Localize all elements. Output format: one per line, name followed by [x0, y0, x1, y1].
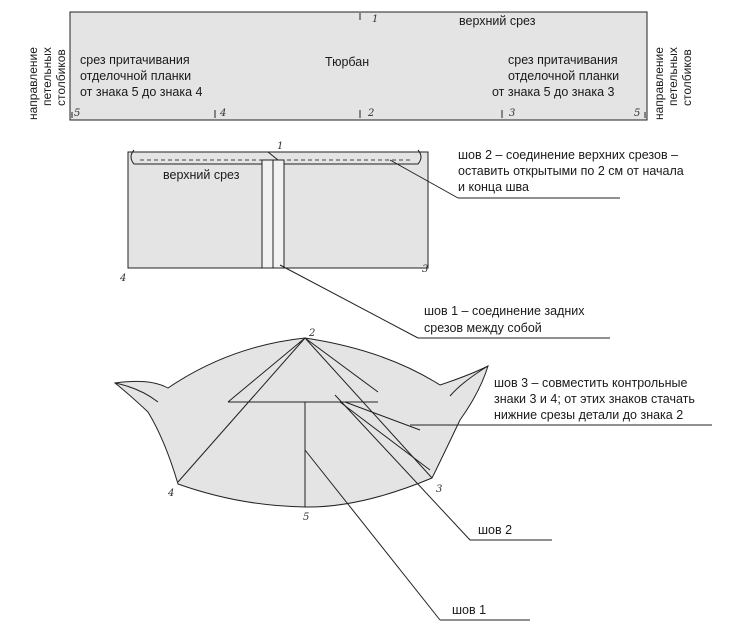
mark-1-top: 1: [372, 14, 379, 25]
callout-seam2-bottom: шов 2: [478, 523, 513, 537]
mid-mark-3: 3: [422, 264, 429, 275]
callout-seam3-1: шов 3 – совместить контрольные: [494, 376, 688, 390]
side-left-1: направление: [26, 47, 40, 120]
mark-5-left: 5: [74, 108, 81, 119]
bottom-mark-4: 4: [168, 488, 175, 499]
side-left-2: петельных: [40, 47, 54, 106]
left-edge-label-3: от знака 5 до знака 4: [80, 85, 203, 99]
right-edge-label-2: отделочной планки: [508, 69, 620, 83]
mid-mark-1: 1: [277, 141, 284, 152]
folded-piece: [119, 141, 428, 284]
callout-seam2-top-2: оставить открытыми по 2 см от начала: [458, 164, 684, 178]
mark-2: 2: [368, 108, 375, 119]
right-edge-label-3: от знака 5 до знака 3: [492, 85, 615, 99]
bottom-mark-2: 2: [309, 328, 316, 339]
top-edge-label: верхний срез: [459, 14, 536, 28]
turban-outline: [115, 338, 488, 507]
bottom-mark-5: 5: [303, 512, 310, 523]
callout-seam1-top-1: шов 1 – соединение задних: [424, 304, 585, 318]
flat-pattern-piece: [26, 12, 694, 120]
side-left-3: столбиков: [54, 49, 68, 106]
callout-seam1-bottom: шов 1: [452, 603, 487, 617]
bottom-mark-3: 3: [436, 484, 443, 495]
callout-seam1-top-2: срезов между собой: [424, 321, 542, 335]
side-right-2: петельных: [666, 47, 680, 106]
mid-top-edge-label: верхний срез: [163, 168, 240, 182]
mid-mark-4: 4: [120, 273, 127, 284]
mark-4: 4: [220, 108, 227, 119]
leader-seam1-top: [280, 265, 418, 338]
right-edge-label-1: срез притачивания: [508, 53, 618, 67]
left-edge-label-2: отделочной планки: [80, 69, 192, 83]
piece-name-label: Тюрбан: [325, 55, 370, 69]
callout-seam2-top-1: шов 2 – соединение верхних срезов –: [458, 148, 679, 162]
callout-seam3-2: знаки 3 и 4; от этих знаков стачать: [494, 392, 695, 406]
side-right-3: столбиков: [680, 49, 694, 106]
callout-seam3-3: нижние срезы детали до знака 2: [494, 408, 684, 422]
callout-seam2-top-3: и конца шва: [458, 180, 529, 194]
mark-3: 3: [509, 108, 516, 119]
side-right-1: направление: [652, 47, 666, 120]
left-edge-label-1: срез притачивания: [80, 53, 190, 67]
mark-5-right: 5: [634, 108, 641, 119]
